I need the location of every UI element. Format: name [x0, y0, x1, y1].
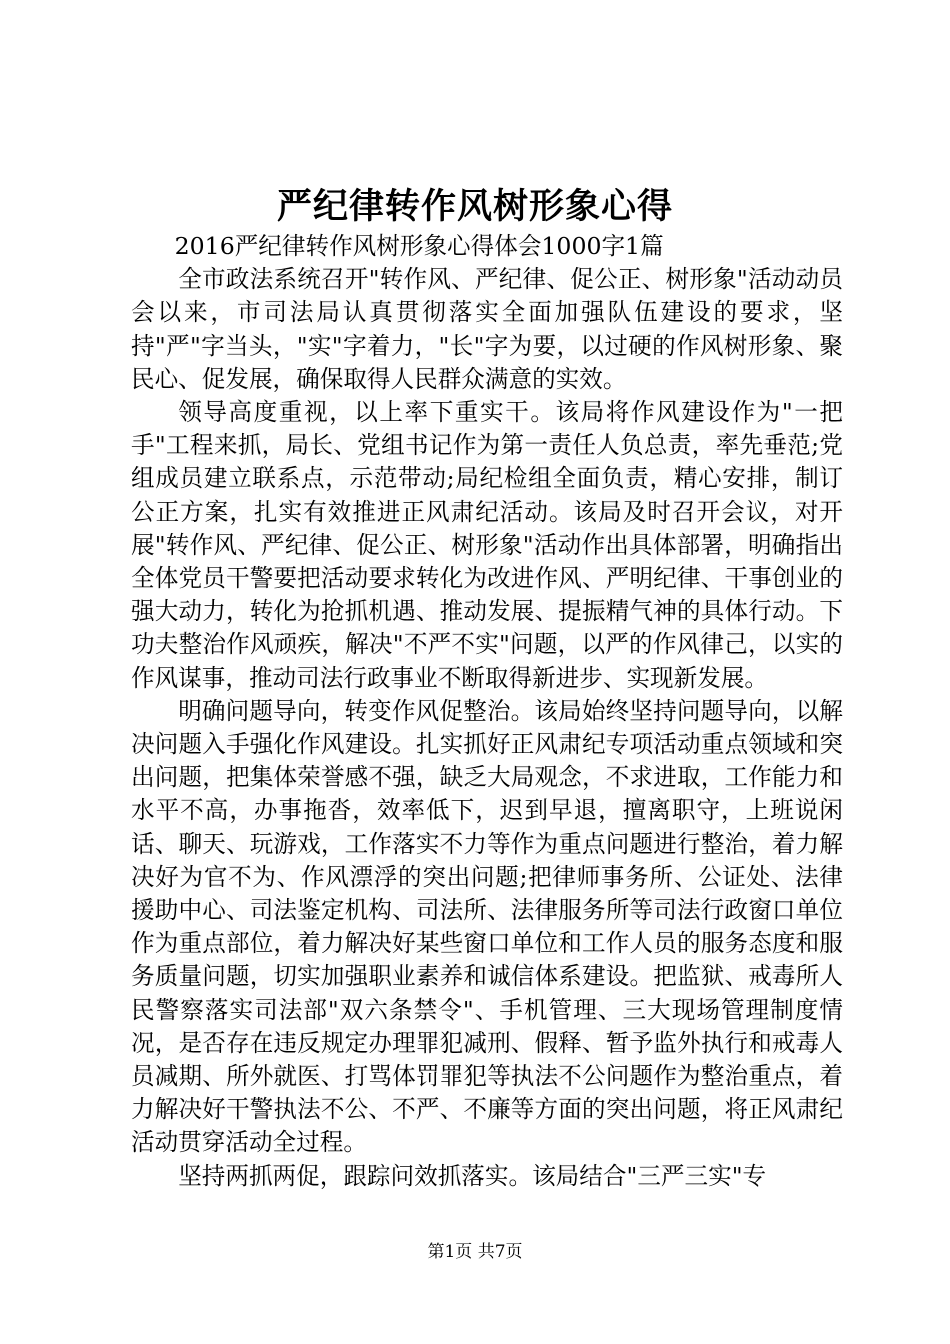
document-subtitle: 2016严纪律转作风树形象心得体会1000字1篇 — [174, 232, 664, 260]
paragraph-4: 坚持两抓两促，跟踪问效抓落实。该局结合"三严三实"专 — [178, 1161, 767, 1190]
document-title: 严纪律转作风树形象心得 — [276, 186, 673, 227]
page-indicator: 第1页 共7页 — [427, 1242, 523, 1262]
document-body — [131, 230, 843, 1193]
paragraph-1: 全市政法系统召开"转作风、严纪律、促公正、树形象"活动动员会以来，市司法局认真贯彻落实全面加强队伍建设的要求，坚持"严"字当头，"实"字着力，"长"字为要，以过硬的作风树形象、聚民心、促发展，确保取得人民群众满意的实效。 — [131, 265, 843, 393]
paragraph-3: 明确问题导向，转变作风促整治。该局始终坚持问题导向，以解决问题入手强化作风建设。扎实抓好正风肃纪专项活动重点领域和突出问题，把集体荣誉感不强，缺乏大局观念，不求进取，工作能力和水平不高，办事拖沓，效率低下，迟到早退，擅离职守，上班说闲话、聊天、玩游戏，工作落实不力等作为重点问题进行整治，着力解决好为官不为、作风漂浮的突出问题;把律师事务所、公证处、法律援助中心、司法鉴定机构、司法所、法律服务所等司法行政窗口单位作为重点部位，着力解决好某些窗口单位和工作人员的服务态度和服务质量问题，切实加强职业素养和诚信体系建设。把监狱、戒毒所人民警察落实司法部"双六条禁令"、手机管理、三大现场管理制度情况，是否存在违反规定办理罪犯减刑、假释、暂予监外执行和戒毒人员减期、所外就医、打骂体罚罪犯等执法不公问题作为整治重点，着力解决好干警执法不公、不严、不廉等方面的突出问题，将正风肃纪活动贯穿活动全过程。 — [131, 696, 843, 1157]
paragraph-2: 领导高度重视，以上率下重实干。该局将作风建设作为"一把手"工程来抓，局长、党组书记作为第一责任人负总责，率先垂范;党组成员建立联系点，示范带动;局纪检组全面负责，精心安排，制订公正方案，扎实有效推进正风肃纪活动。该局及时召开会议，对开展"转作风、严纪律、促公正、树形象"活动作出具体部署，明确指出全体党员干警要把活动要求转化为改进作风、严明纪律、干事创业的强大动力，转化为抢抓机遇、推动发展、提振精气神的具体行动。下功夫整治作风顽疾，解决"不严不实"问题，以严的作风律己，以实的作风谋事，推动司法行政事业不断取得新进步、实现新发展。 — [131, 398, 843, 692]
